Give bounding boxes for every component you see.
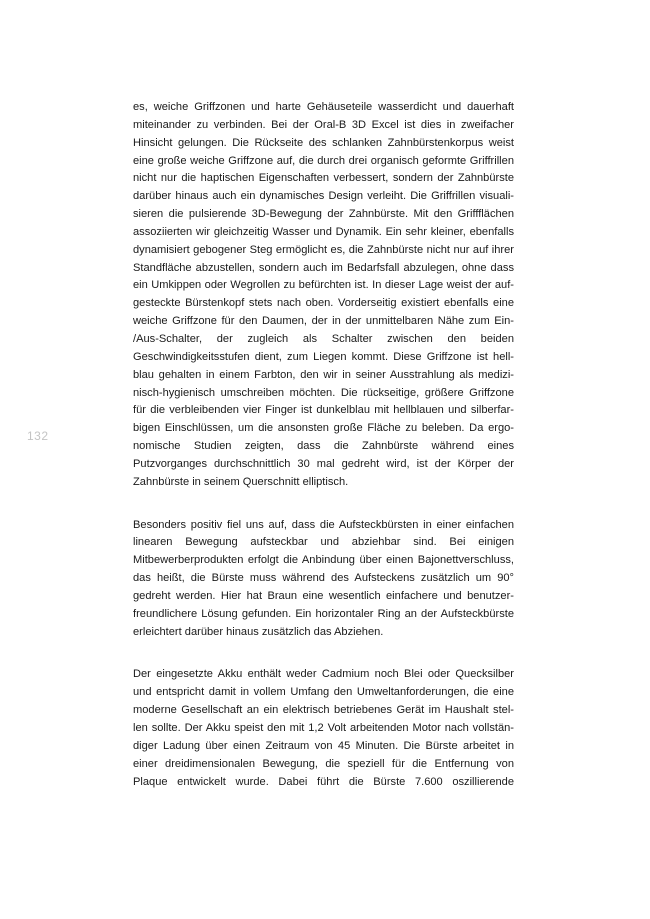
text-line: blau gehalten in einem Farbton, den wir in seiner Ausstrahlung als medizi- bbox=[133, 368, 514, 381]
text-line: sieren die pulsierende 3D-Bewegung der Zahnbürste. Mit den Griffflächen bbox=[133, 208, 514, 221]
text-line: Der eingesetzte Akku enthält weder Cadmium noch Blei oder Quecksilber bbox=[133, 668, 514, 681]
text-line: Standfläche abzustellen, sondern auch im Bedarfsfall abzulegen, ohne dass bbox=[133, 261, 514, 274]
text-line: Putzvorganges durchschnittlich 30 mal gedreht wird, ist der Körper der bbox=[133, 457, 514, 470]
text-line: linearen Bewegung aufsteckbar und abziehbar sind. Bei einigen bbox=[133, 536, 514, 549]
text-line: Geschwindigkeitsstufen dient, zum Liegen kommt. Diese Griffzone ist hell- bbox=[133, 350, 514, 363]
text-line: miteinander zu verbinden. Bei der Oral-B 3D Excel ist dies in zweifacher bbox=[133, 118, 514, 131]
text-line: nomische Studien zeigten, dass die Zahnbürste während eines bbox=[133, 440, 514, 453]
text-line: Plaque entwickelt wurde. Dabei führt die Bürste 7.600 oszillierende bbox=[133, 775, 514, 788]
text-line: es, weiche Griffzonen und harte Gehäuseteile wasserdicht und dauerhaft bbox=[133, 101, 514, 113]
text-line: gedreht werden. Hier hat Braun eine wesentlich einfachere und benutzer- bbox=[133, 589, 514, 602]
page-number: 132 bbox=[27, 429, 49, 443]
text-line: Hinsicht gelungen. Die Rückseite des schlanken Zahnbürstenkorpus weist bbox=[133, 136, 514, 149]
paragraph bbox=[133, 517, 514, 642]
text-line: nicht nur die haptischen Eigenschaften verbessert, sondern der Zahnbürste bbox=[133, 172, 514, 185]
text-line: Mitbewerberprodukten erfolgt die Anbindung über einen Bajonettverschluss, bbox=[133, 554, 514, 567]
text-line: ein Umkippen oder Wegrollen zu befürchten ist. In dieser Lage weist der auf- bbox=[133, 279, 514, 292]
text-line: diger Ladung über einen Zeitraum von 45 Minuten. Die Bürste arbeitet in bbox=[133, 739, 514, 752]
text-line: bigen Einschlüssen, um die ansonsten große Fläche zu beleben. Da ergo- bbox=[133, 422, 514, 435]
paragraph bbox=[133, 666, 514, 791]
text-line: darüber hinaus auch ein dynamisches Design verleiht. Die Griffrillen visuali- bbox=[133, 190, 514, 203]
text-line: einer dreidimensionalen Bewegung, die speziell für die Entfernung von bbox=[133, 757, 514, 770]
text-line: eine große weiche Griffzone auf, die durch drei organisch geformte Griffrillen bbox=[133, 154, 514, 167]
text-line: Besonders positiv fiel uns auf, dass die Aufsteckbürsten in einer einfachen bbox=[133, 518, 514, 531]
text-line: erleichtert darüber hinaus zusätzlich das Abziehen. bbox=[133, 625, 384, 638]
text-line: und entspricht damit in vollem Umfang den Umweltanforderungen, die eine bbox=[133, 686, 514, 699]
text-line: das heißt, die Bürste muss während des Aufsteckens zusätzlich um 90° bbox=[133, 572, 514, 585]
text-line: assoziierten wir gleichzeitig Wasser und Dynamik. Ein sehr kleiner, ebenfalls bbox=[133, 225, 514, 238]
text-line: Zahnbürste in seinem Querschnitt elliptisch. bbox=[133, 475, 349, 488]
text-line: /Aus-Schalter, der zugleich als Schalter zwischen den beiden bbox=[133, 332, 514, 345]
text-line: dynamisiert gebogener Steg ermöglicht es, die Zahnbürste nicht nur auf ihrer bbox=[133, 243, 514, 256]
text-line: len sollte. Der Akku speist den mit 1,2 Volt arbeitenden Motor nach vollstän- bbox=[133, 722, 514, 734]
text-line: freundlichere Lösung gefunden. Ein horizontaler Ring an der Aufsteckbürste bbox=[133, 607, 514, 620]
paragraph bbox=[133, 99, 514, 492]
body-text-column bbox=[133, 99, 514, 816]
text-line: nisch-hygienisch umschreiben möchten. Die rückseitige, größere Griffzone bbox=[133, 386, 514, 399]
text-line: für die verbleibenden vier Finger ist dunkelblau mit hellblauen und silberfar- bbox=[133, 404, 514, 417]
text-line: weiche Griffzone für den Daumen, der in der unmittelbaren Nähe zum Ein- bbox=[133, 315, 514, 328]
text-line: moderne Gesellschaft an ein elektrisch betriebenes Gerät im Haushalt stel- bbox=[133, 704, 514, 717]
text-line: gesteckte Bürstenkopf stets nach oben. Vorderseitig existiert ebenfalls eine bbox=[133, 297, 514, 310]
